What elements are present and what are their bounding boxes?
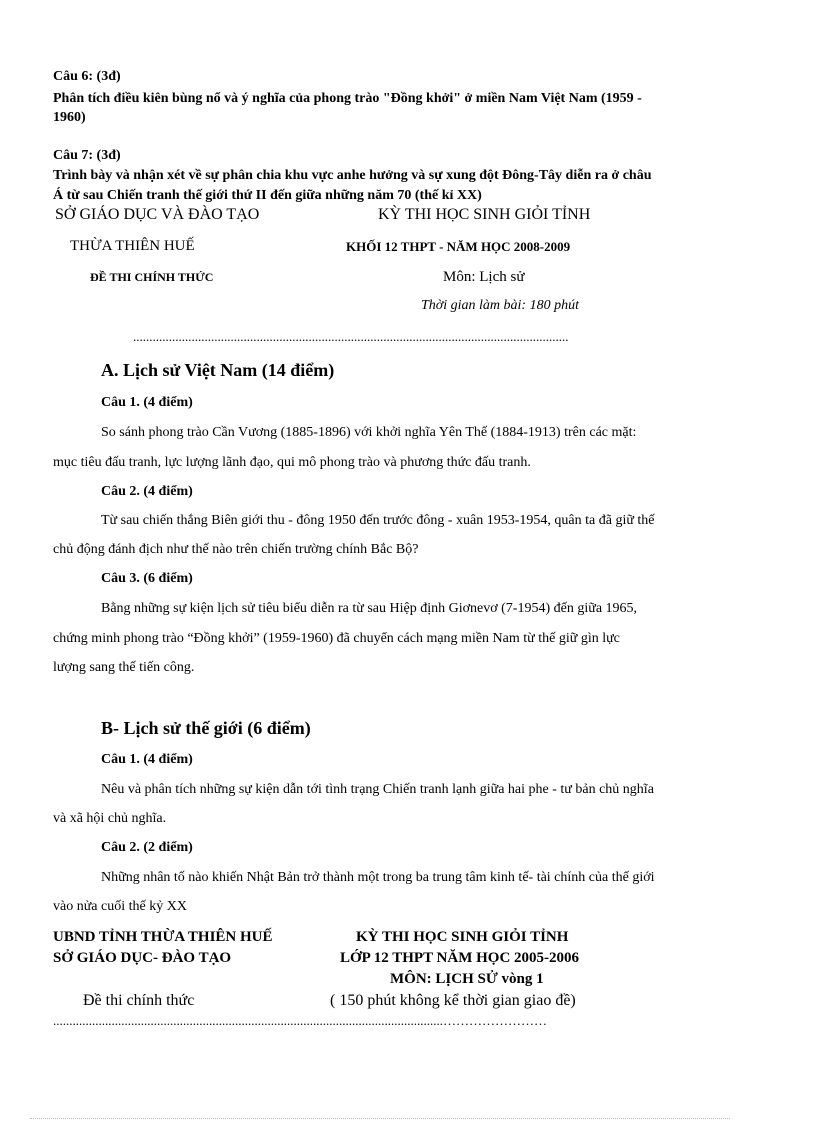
b-q2-title: Câu 2. (2 điểm): [101, 840, 193, 855]
a-q1-line2: mục tiêu đấu tranh, lực lượng lãnh đạo, qui mô phong trào và phương thức đấu tranh.: [53, 455, 531, 470]
exam2-separator: ........................................................................................................................……………………: [53, 1013, 547, 1028]
a-q1-line1: So sánh phong trào Cần Vương (1885-1896) với khởi nghĩa Yên Thế (1884-1913) trên các mặt:: [101, 425, 637, 440]
section-b-heading: B- Lịch sử thế giới (6 điểm): [101, 718, 311, 738]
exam2-official-label: Đề thi chính thức: [83, 992, 195, 1009]
a-q3-line2: chứng minh phong trào “Đồng khởi” (1959-1960) đã chuyển cách mạng miền Nam từ thế giữ gìn lực: [53, 631, 620, 646]
q6-text-line2: 1960): [53, 110, 86, 125]
exam1-province: THỪA THIÊN HUẾ: [70, 238, 195, 254]
a-q3-line3: lượng sang thế tiến công.: [53, 660, 195, 675]
exam2-ubnd: UBND TỈNH THỪA THIÊN HUẾ: [53, 929, 273, 945]
a-q2-line1: Từ sau chiến thắng Biên giới thu - đông 1950 đến trước đông - xuân 1953-1954, quân ta đã giữ thế: [101, 513, 655, 528]
a-q2-line2: chủ động đánh địch như thế nào trên chiến trường chính Bắc Bộ?: [53, 542, 419, 557]
exam1-time: Thời gian làm bài: 180 phút: [421, 298, 579, 313]
b-q1-title: Câu 1. (4 điểm): [101, 752, 193, 767]
a-q3-title: Câu 3. (6 điểm): [101, 571, 193, 586]
exam2-department: SỞ GIÁO DỤC- ĐÀO TẠO: [53, 950, 232, 966]
exam2-subject: MÔN: LỊCH SỬ vòng 1: [390, 971, 544, 987]
b-q2-line1: Những nhân tố nào khiến Nhật Bản trở thành một trong ba trung tâm kinh tế- tài chính của thế giới: [101, 870, 655, 885]
q6-title: Câu 6: (3đ): [53, 69, 121, 84]
a-q1-title: Câu 1. (4 điểm): [101, 395, 193, 410]
exam1-subject: Môn: Lịch sử: [443, 269, 525, 285]
exam2-grade-year: LỚP 12 THPT NĂM HỌC 2005-2006: [340, 950, 580, 966]
a-q2-title: Câu 2. (4 điểm): [101, 484, 193, 499]
exam1-separator: ......................................................................................................................................: [133, 329, 569, 344]
b-q2-line2: vào nửa cuối thế kỷ XX: [53, 899, 187, 914]
exam1-department: SỞ GIÁO DỤC VÀ ĐÀO TẠO: [55, 206, 260, 223]
page-bottom-divider: [30, 1118, 730, 1119]
exam1-official-label: ĐỀ THI CHÍNH THỨC: [90, 270, 214, 284]
exam2-exam-title: KỲ THI HỌC SINH GIỎI TỈNH: [356, 929, 569, 945]
exam2-time: ( 150 phút không kể thời gian giao đề): [330, 992, 576, 1009]
a-q3-line1: Bằng những sự kiện lịch sử tiêu biểu diễn ra từ sau Hiệp định Giơnevơ (7-1954) đến giữa 1965,: [101, 601, 638, 616]
q6-text-line1: Phân tích điều kiên bùng nổ và ý nghĩa của phong trào "Đồng khởi" ở miền Nam Việt Nam (1959 -: [53, 91, 642, 106]
exam1-exam-title: KỲ THI HỌC SINH GIỎI TỈNH: [378, 206, 591, 223]
q7-text-line1: Trình bày và nhận xét về sự phân chia khu vực anhe hưởng và sự xung đột Đông-Tây diễn ra ở châu: [53, 168, 652, 183]
exam1-grade-year: KHỐI 12 THPT - NĂM HỌC 2008-2009: [346, 239, 571, 254]
section-a-heading: A. Lịch sử Việt Nam (14 điểm): [101, 360, 335, 380]
b-q1-line1: Nêu và phân tích những sự kiện dẫn tới tình trạng Chiến tranh lạnh giữa hai phe - tư bản chủ nghĩa: [101, 782, 654, 797]
q7-title: Câu 7: (3đ): [53, 148, 121, 163]
b-q1-line2: và xã hội chủ nghĩa.: [53, 811, 167, 826]
q7-text-line2: Á từ sau Chiến tranh thế giới thứ II đến giữa những năm 70 (thế kỉ XX): [53, 188, 482, 203]
